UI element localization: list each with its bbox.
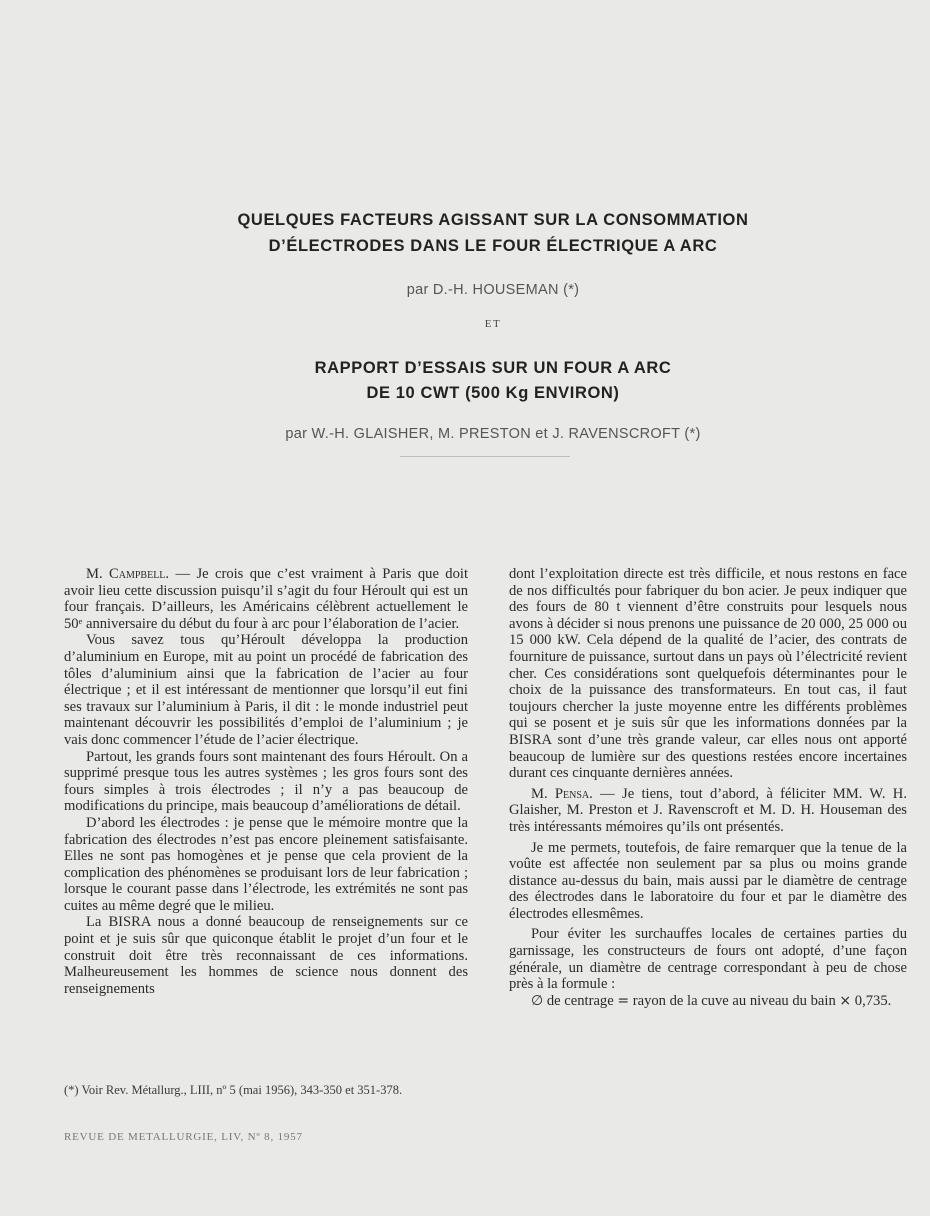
title-divider [400, 456, 570, 457]
paragraph-campbell-4: D’abord les électrodes : je pense que le mémoire montre que la fabrication des électrodes n’est pas encore pleinement satisfaisante. Elles ne sont pas homogènes et je pense que cela provient de la complication des phénomènes se produisant lors de leur fabrication ; lorsque le courant passe dans l’électrode, les extrémités ne sont pas cuites au même degré que le milieu. [64, 814, 468, 914]
byline-glaisher-preston-ravenscroft: par W.-H. GLAISHER, M. PRESTON et J. RAVENSCROFT (*) [285, 426, 701, 442]
byline-houseman: par D.-H. HOUSEMAN (*) [406, 282, 580, 298]
journal-footer: REVUE DE METALLURGIE, LIV, Nº 8, 1957 [64, 1131, 303, 1143]
right-column [509, 566, 907, 1009]
formula-centrage [509, 993, 907, 1010]
paragraph-campbell-3: Partout, les grands fours sont maintenant des fours Héroult. On a supprimé presque tous les autres systèmes ; les gros fours sont des fours simples à trois électrodes ; il n’y a pas beaucoup de modifications du principe, mais beaucoup d’améliorations de détail. [64, 748, 468, 815]
paragraph-pensa-2: Je me permets, toutefois, de faire remarquer que la tenue de la voûte est affectée non seulement par sa plus ou moins grande distance au-dessus du bain, mais aussi par le diamètre de centrage des électrodes dans le laboratoire du four et par le diamètre des électrodes ellesmêmes. [509, 839, 907, 922]
footnote: (*) Voir Rev. Métallurg., LIII, nº 5 (mai 1956), 343-350 et 351-378. [64, 1083, 403, 1097]
formula-text: rayon de la cuve au niveau du bain [629, 992, 840, 1009]
title-1-line-2: D’ÉLECTRODES DANS LE FOUR ÉLECTRIQUE A ARC [268, 237, 718, 255]
formula-text: de centrage [543, 992, 618, 1009]
speaker-campbell: M. Campbell. [86, 566, 170, 582]
equals-symbol: = [617, 992, 630, 1009]
multiply-symbol: × [839, 992, 852, 1009]
paragraph-campbell-5: La BISRA nous a donné beaucoup de renseignements sur ce point et je suis sûr que quiconque établit le projet d’un four et le construit doit être très reconnaissant de ces informations. Malheureusement les hommes de science nous donnent des renseignements [64, 914, 468, 997]
paragraph-text: — Je tiens, tout d’abord, à féliciter MM. W. H. Glaisher, M. Preston et J. Ravenscroft et M. D. H. Houseman des très intéressants mémoires qu’ils ont présentés. [509, 785, 907, 835]
paragraph-campbell-continued: dont l’exploitation directe est très difficile, et nous restons en face de nos difficultés pour fabriquer du bon acier. Je peux indiquer que des fours de 80 t viennent d’être construits pour lesquels nous avons à décider si nous prenons une puissance de 20 000, 25 000 ou 15 000 kW. Cela dépend de la qualité de l’acier, des contrats de fourniture de puissance, surtout dans un pays où l’électricité revient cher. Ces considérations sont quelquefois déterminantes pour le choix de la puissance des transformateurs. En tout cas, il faut toujours chercher la juste moyenne entre les différents problèmes qui se posent et je suis sûr que les informations données par la BISRA sont d’une très grande valeur, car elles nous ont apporté beaucoup de lumière sur des questions restées encore incertaines durant ces cinquante dernières années. [509, 566, 907, 782]
speaker-pensa: M. Pensa. [531, 785, 593, 802]
title-2-line-2: DE 10 CWT (500 Kg ENVIRON) [366, 384, 620, 402]
title-1-line-1: QUELQUES FACTEURS AGISSANT SUR LA CONSOMMATION [237, 211, 749, 229]
title-2-line-1: RAPPORT D’ESSAIS SUR UN FOUR A ARC [314, 359, 672, 377]
left-column [64, 566, 468, 997]
paragraph-campbell-2: Vous savez tous qu’Héroult développa la production d’aluminium en Europe, mit au point un procédé de fabrication des tôles d’aluminium ainsi que la fabrication de l’acier au four électrique ; et il est intéressant de mentionner que lorsqu’il eut fini ses travaux sur l’aluminium à Paris, il dit : le monde industriel peut maintenant découvrir les possibilités d’emploi de l’aluminium ; je vais donc commencer l’étude de l’acier électrique. [64, 632, 468, 748]
paragraph-pensa-1 [509, 786, 907, 836]
conjunction-et: ET [484, 318, 502, 330]
paragraph-text: — Je crois que c’est vraiment à Paris que doit avoir lieu cette discussion puisqu’il s’agit du four Héroult qui est un four français. D’ailleurs, les Américains célèbrent actuellement le 50ᵉ anniversaire du début du four à arc pour l’élaboration de l’acier. [64, 566, 469, 632]
formula-text: 0,735. [851, 992, 892, 1009]
diameter-symbol: ∅ [531, 992, 544, 1009]
paragraph-campbell-1 [64, 566, 468, 632]
paragraph-pensa-3: Pour éviter les surchauffes locales de certaines parties du garnissage, les constructeurs de fours ont adopté, d’une façon générale, un diamètre de centrage correspondant à peu de chose près à la formule : [509, 926, 907, 993]
